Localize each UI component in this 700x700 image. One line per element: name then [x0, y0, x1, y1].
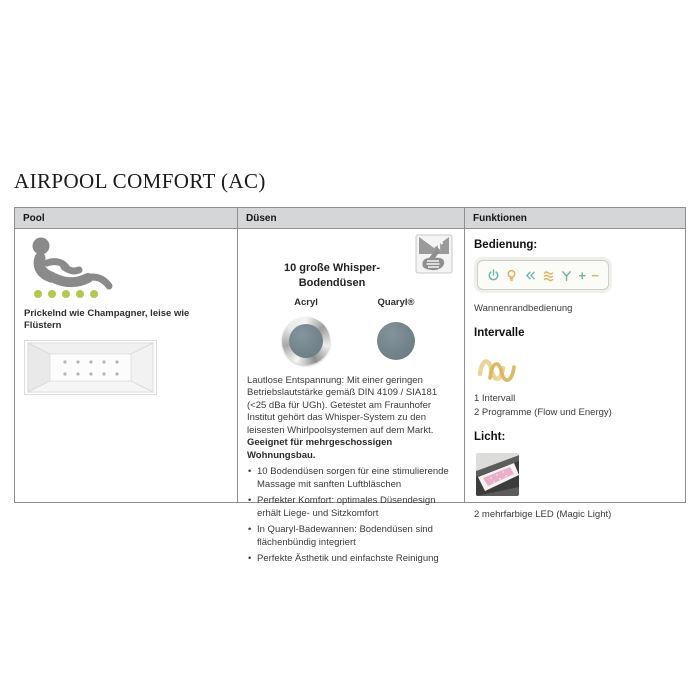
- column-header-funktionen: Funktionen: [464, 208, 685, 228]
- bedienung-caption: Wannenrandbedienung: [474, 303, 573, 315]
- power-icon: [487, 269, 500, 282]
- control-panel-image: [477, 260, 609, 290]
- pool-caption: Prickelnd wie Champagner, leise wie Flüstern: [24, 307, 190, 332]
- jet-icon: [560, 269, 573, 282]
- page-title: AIRPOOL COMFORT (AC): [14, 169, 266, 193]
- minus-icon: −: [591, 267, 599, 283]
- licht-heading: Licht:: [474, 431, 506, 444]
- column-header-duesen: Düsen: [237, 208, 464, 228]
- duesen-description: [247, 375, 455, 463]
- table-body-row: [15, 229, 685, 565]
- whisper-quiet-icon: [415, 234, 453, 274]
- duesen-description-normal: Lautlose Entspannung: Mit einer geringen Betriebslautstärke gemäß DIN 4109 / SIA181 (<25 dBa für UGh). Getestet am Fraunhofer Institut gehört das Whisper-System zu den leisesten Whirlpoolsystemen auf dem Markt.: [247, 374, 438, 436]
- intervalle-line-1: 1 Intervall: [474, 392, 516, 404]
- acryl-nozzle-image: [282, 317, 330, 365]
- funktionen-cell: [464, 229, 685, 520]
- pool-cell: [15, 229, 237, 502]
- material-quaryl-label: Quaryl®: [377, 297, 415, 309]
- duesen-bullet-list: [247, 466, 455, 566]
- chevrons-icon: [524, 269, 537, 282]
- intervalle-line-2: 2 Programme (Flow und Energy): [474, 407, 612, 419]
- quaryl-nozzle-image: [377, 322, 415, 360]
- led-bathtub-photo: [476, 453, 519, 496]
- duesen-cell: [237, 229, 464, 565]
- reclining-bather-icon: [24, 236, 124, 300]
- intervalle-lines: [474, 392, 676, 421]
- duesen-description-bold: Geeignet für mehrgeschossigen Wohnungsbau.: [247, 437, 393, 461]
- duesen-bullet: • Perfekte Ästhetik und einfachste Reinigung: [247, 553, 455, 566]
- material-acryl: [261, 297, 351, 365]
- intervalle-heading: Intervalle: [474, 326, 525, 339]
- spec-table: [14, 207, 686, 565]
- duesen-bullet: • In Quaryl-Badewannen: Bodendüsen sind flächenbündig integriert: [247, 524, 455, 549]
- interval-waves-icon: [476, 348, 520, 388]
- bathtub-top-view-figure: [24, 340, 157, 395]
- light-bulb-icon: [505, 269, 518, 282]
- licht-caption: 2 mehrfarbige LED (Magic Light): [474, 508, 612, 520]
- plus-icon: +: [578, 267, 587, 283]
- table-header-row: [15, 208, 685, 229]
- acryl-nozzle-core: [289, 324, 323, 358]
- bedienung-heading: Bedienung:: [474, 239, 538, 251]
- duesen-bullet: • 10 Bodendüsen sorgen für eine stimulierende Massage mit sanften Luftbläschen: [247, 466, 455, 491]
- nozzle-materials: [247, 297, 455, 365]
- duesen-heading: 10 große Whisper-Bodendüsen: [284, 262, 380, 289]
- waves-icon: [542, 269, 555, 282]
- material-acryl-label: Acryl: [294, 297, 318, 309]
- duesen-bullet: • Perfekter Komfort: optimales Düsendesign erhält Liege- und Sitzkomfort: [247, 495, 455, 520]
- column-header-pool: Pool: [23, 213, 45, 224]
- material-quaryl: [351, 297, 441, 365]
